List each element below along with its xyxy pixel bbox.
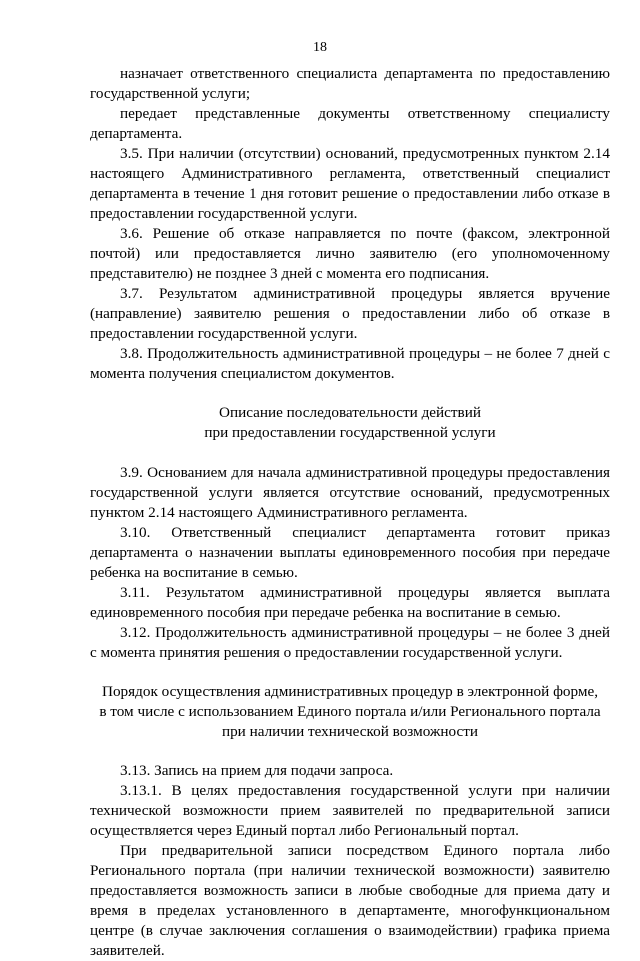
paragraph: передает представленные документы ответственному специалисту департамента. <box>90 105 610 142</box>
section-heading: Порядок осуществления административных процедур в электронной форме, <box>101 683 599 700</box>
section-heading: Описание последовательности действий <box>219 404 481 421</box>
section-heading: при наличии технической возможности <box>221 723 479 740</box>
section-heading: при предоставлении государственной услуги <box>204 424 496 441</box>
paragraph-3-7: 3.7. Результатом административной процедуры является вручение (направление) заявителю решения о предоставлении либо об отказе в предоставлении государственной услуги. <box>90 285 610 342</box>
paragraph-3-5: 3.5. При наличии (отсутствии) оснований, предусмотренных пунктом 2.14 настоящего Административного регламента, ответственный специалист департамента в течение 1 дня готовит решение о предоставлении либо отказе в предоставлении государственной услуги. <box>90 145 610 222</box>
document-body <box>90 64 610 961</box>
paragraph: назначает ответственного специалиста департамента по предоставлению государственной услуги; <box>90 65 610 102</box>
paragraph-3-6: 3.6. Решение об отказе направляется по почте (факсом, электронной почтой) или предоставляется лично заявителю (его уполномоченному представителю) не позднее 3 дней с момента его подписания. <box>90 225 610 282</box>
paragraph: При предварительной записи посредством Единого портала либо Регионального портала (при наличии технической возможности) заявителю предоставляется возможность записи в любые свободные для приема дату и время в пределах установленного в департаменте, многофункциональном центре (в случае заключения соглашения о взаимодействии) графика приема заявителей. <box>90 842 610 959</box>
paragraph-3-12: 3.12. Продолжительность административной процедуры – не более 3 дней с момента принятия решения о предоставлении государственной услуги. <box>90 624 610 661</box>
page-number: 18 <box>313 40 327 55</box>
paragraph-3-10: 3.10. Ответственный специалист департамента готовит приказ департамента о назначении выплаты единовременного пособия при передаче ребенка на воспитание в семью. <box>90 524 610 581</box>
paragraph-3-11: 3.11. Результатом административной процедуры является выплата единовременного пособия при передаче ребенка на воспитание в семью. <box>90 584 610 621</box>
paragraph-3-13-1: 3.13.1. В целях предоставления государственной услуги при наличии технической возможности прием заявителей по предварительной записи осуществляется через Единый портал либо Региональный портал. <box>90 782 610 839</box>
paragraph-3-8: 3.8. Продолжительность административной процедуры – не более 7 дней с момента получения специалистом документов. <box>90 345 610 382</box>
paragraph-3-13: 3.13. Запись на прием для подачи запроса. <box>120 762 394 779</box>
section-heading: в том числе с использованием Единого портала и/или Регионального портала <box>99 703 601 720</box>
paragraph-3-9: 3.9. Основанием для начала административной процедуры предоставления государственной услуги является отсутствие оснований, предусмотренных пунктом 2.14 настоящего Административного регламента. <box>90 464 610 521</box>
